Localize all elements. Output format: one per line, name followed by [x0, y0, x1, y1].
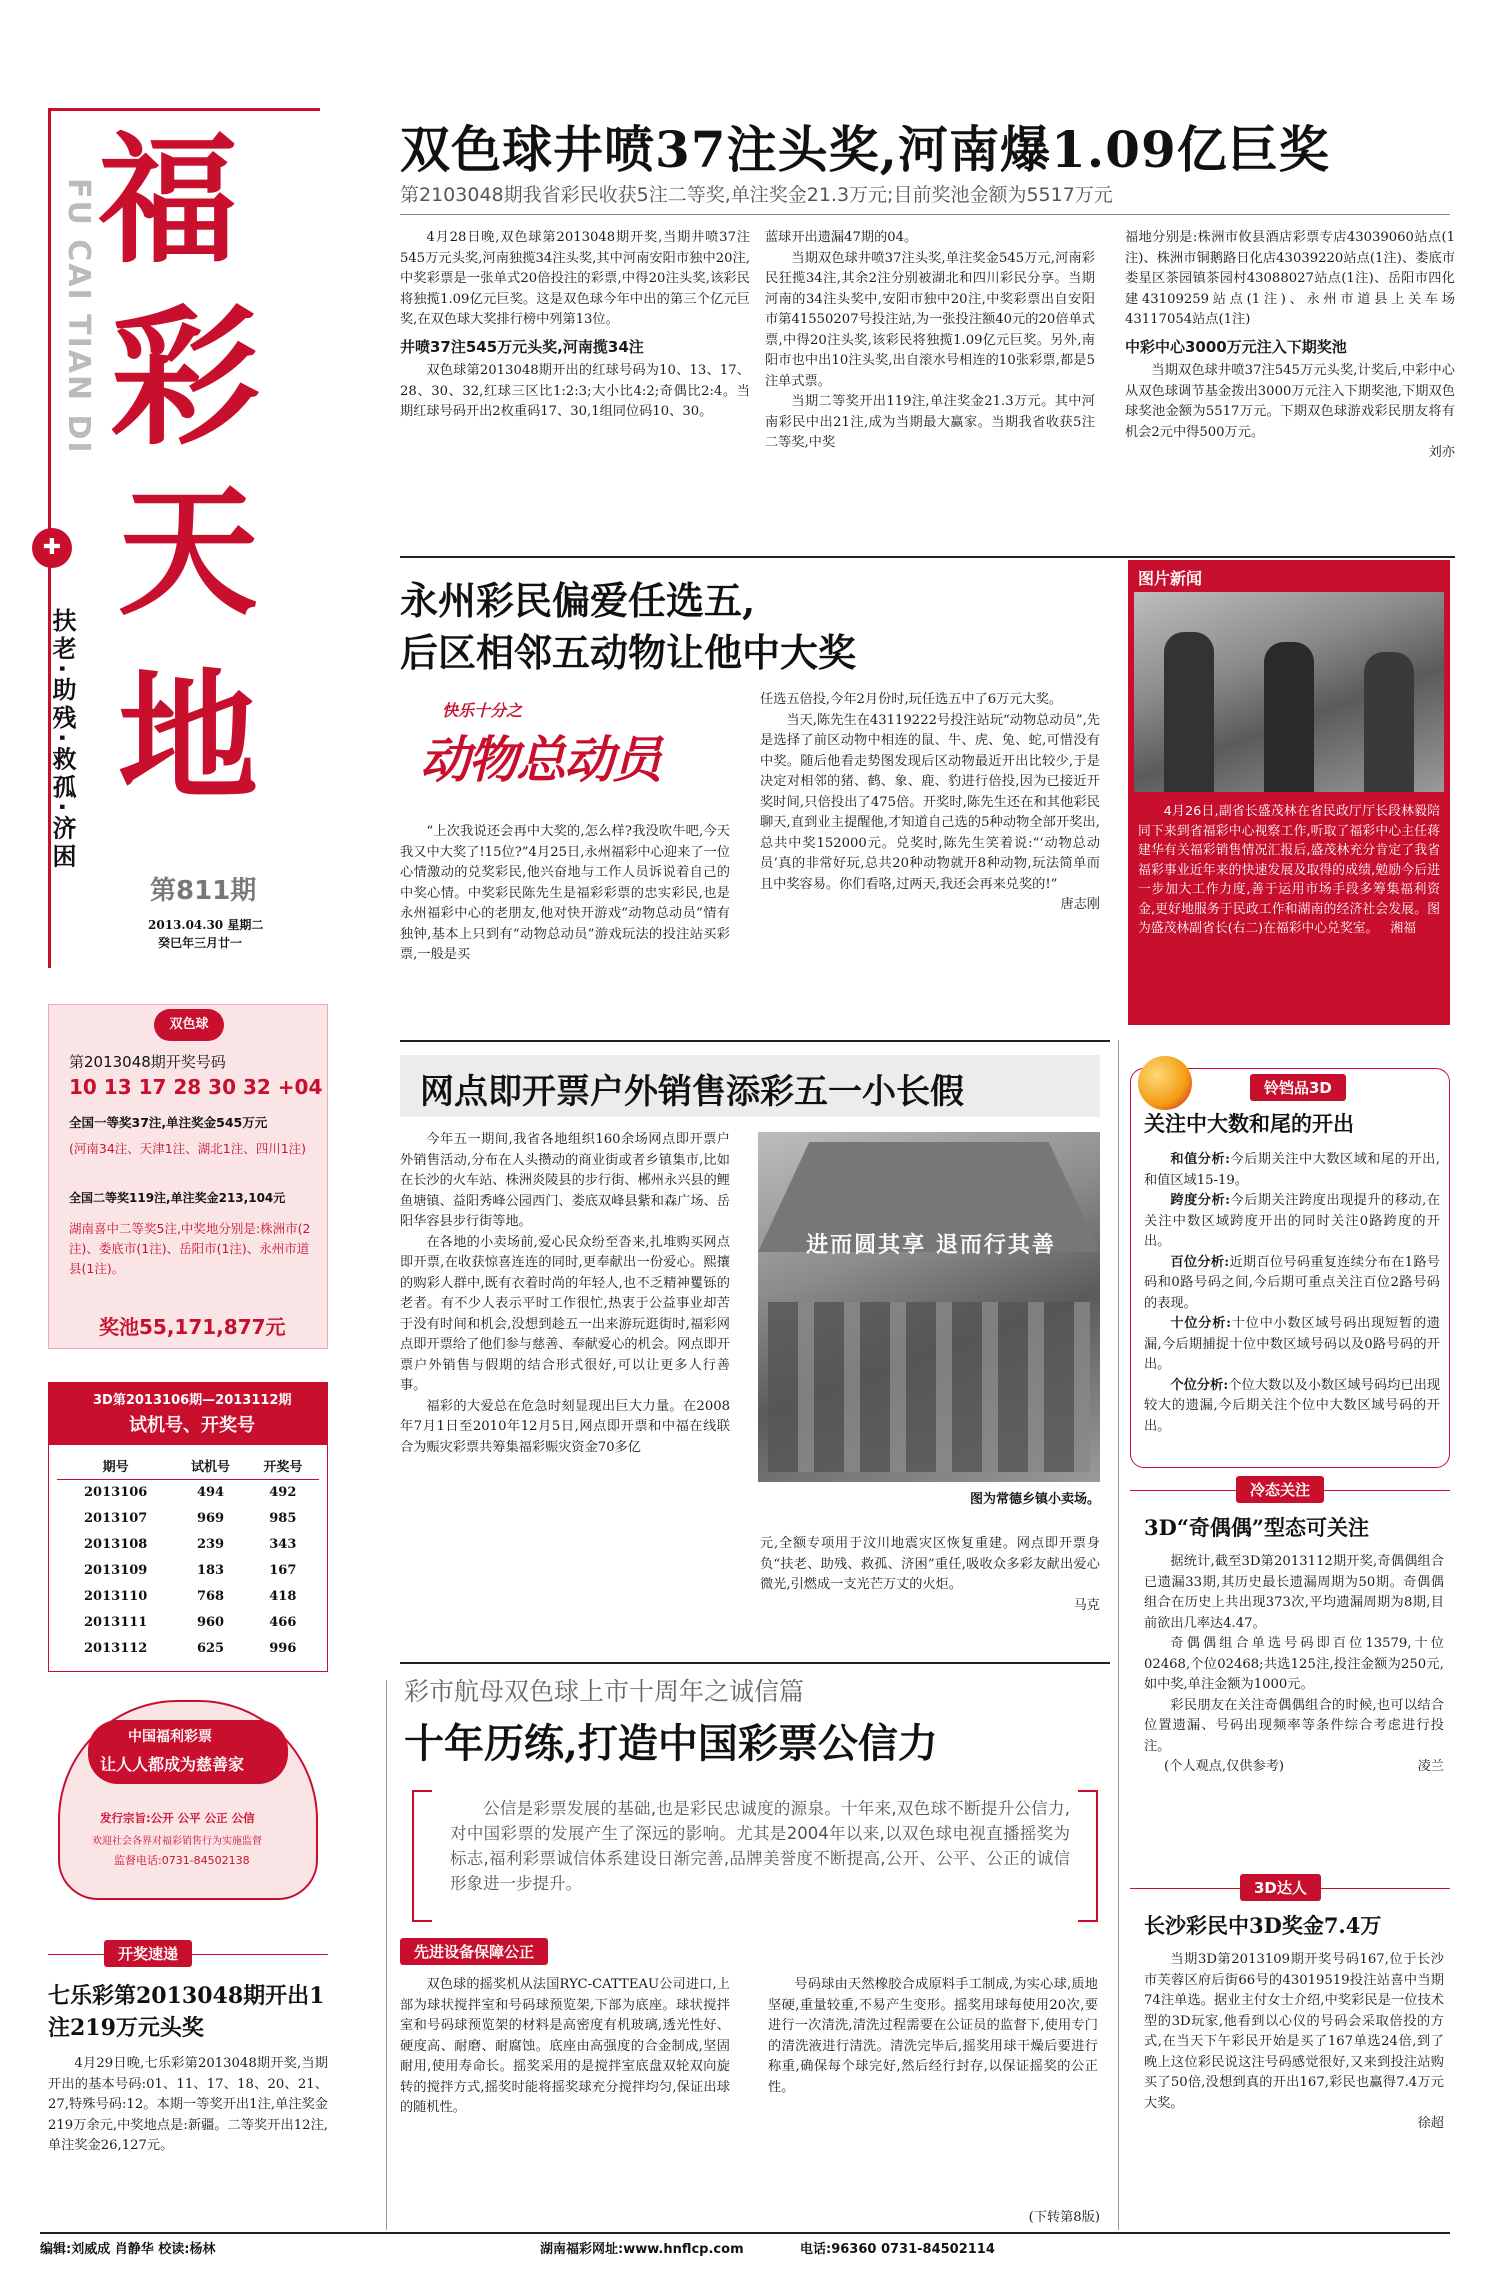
draw-second-prize: 全国二等奖119注,单注奖金213,104元 — [69, 1191, 286, 1205]
decade-column-2 — [768, 1975, 1098, 2098]
draw-hunan-detail: 湖南喜中二等奖5注,中奖地分别是:株洲市(2注)、娄底市(1注)、岳阳市(1注)、永州市道县(1注)。 — [69, 1221, 311, 1276]
cold-paragraph: 奇偶偶组合单选号码即百位13579,十位02468,个位02468;共选125注,投注金额为250元,如中奖,单注金额为1000元。 — [1144, 1636, 1444, 1692]
photo-news-caption-text: 4月26日,副省长盛茂林在省民政厅厅长段林毅陪同下来到省福彩中心视察工作,听取了福彩中心主任蒋建华有关福彩销售情况汇报后,盛茂林充分肯定了我省福彩事业近年来的快速发展及取得的成绩,勉励今后进一步加大工作力度,善于运用市场手段多筹集福利资金,更好地服务于民政工作和湖南的经济社会发展。图为盛茂林副省长(右二)在福彩中心兑奖室。 — [1138, 804, 1440, 936]
decade-column-1 — [400, 1975, 730, 2119]
hot3d-headline: 关注中大数和尾的开出 — [1144, 1111, 1354, 1136]
welfare-ad-purpose: 发行宗旨:公开 公平 公正 公信 — [100, 1811, 255, 1825]
trial-issue: 2013109 — [84, 1562, 148, 1578]
footer-rule — [40, 2232, 1450, 2234]
trial-col-header: 期号 — [57, 1453, 174, 1479]
table-row — [57, 1583, 319, 1609]
trial-test: 239 — [196, 1536, 225, 1552]
yongzhou-paragraph: 当天,陈先生在43119222号投注站玩“动物总动员”,先是选择了前区动物中相连的鼠、牛、虎、兔、蛇,可惜没有中奖。随后他看走势图发现后区动物最近开出比较少,于是决定对相邻的猪、鹤、象、鹿、豹进行倍投,因为已接近开奖时间,只倍投出了475倍。开奖时,陈先生还在和其他彩民聊天,直到业主提醒他,才知道自己选的5种动物全部开奖出,总共中奖152000元。兑奖时,陈先生笑着说:“‘动物总动员’真的非常好玩,总共20种动物就开8种动物,玩法简单而且中奖容易。你们看咯,过两天,我还会再来兑奖的!” — [760, 712, 1100, 892]
trial-test: 183 — [196, 1562, 225, 1578]
trial-table-wrap — [57, 1453, 319, 1661]
yongzhou-headline-1: 永州彩民偏爱任选五, — [400, 578, 756, 623]
welfare-ad-line: 欢迎社会各界对福彩销售行为实施监督 — [92, 1836, 262, 1847]
draw-numbers: 10 13 17 28 30 32 +04 — [69, 1075, 323, 1099]
hot3d-badge-icon — [1138, 1056, 1192, 1110]
section-rule — [400, 556, 1455, 558]
masthead-char-3: 天 — [118, 471, 259, 635]
lead-column-3 — [1125, 228, 1455, 464]
masthead-char-4: 地 — [118, 656, 259, 820]
trial-table — [57, 1453, 319, 1661]
trial-test: 625 — [196, 1640, 225, 1656]
hot3d-item-key: 跨度分析: — [1170, 1193, 1231, 1208]
hot3d-item — [1144, 1314, 1440, 1376]
hot3d-item-value: 今后期关注中大数区域和尾的开出,和值区域15-19。 — [1144, 1152, 1440, 1188]
qlc-tag — [104, 1940, 192, 1967]
cold-paragraph: 彩民朋友在关注奇偶偶组合的时候,也可以结合位置遗漏、号码出现频率等条件综合考虑进行投注。 — [1144, 1697, 1444, 1754]
draw-title: 第2013048期开奖号码 — [69, 1053, 226, 1071]
master3d-author: 徐超 — [1417, 2116, 1444, 2131]
master3d-paragraph: 当期3D第2013109期开奖号码167,位于长沙市芙蓉区府后街66号的43019519投注站喜中当期74注单选。据业主付女士介绍,中奖彩民是一位技术型的3D玩家,他看到以心仪的号码会采取倍投的方式,在当天下午彩民开始是买了167单选24倍,到了晚上这位彩民说这注号码感觉很好,又来到投注站购买了50倍,没想到真的开出167,彩民也赢得7.4万元大奖。 — [1144, 1952, 1444, 2111]
cold-note: (个人观点,仅供参考) — [1164, 1759, 1284, 1774]
hot3d-item-key: 个位分析: — [1170, 1377, 1229, 1393]
hot3d-item — [1144, 1376, 1440, 1438]
yongzhou-column-2 — [760, 690, 1100, 916]
cold-headline: 3D“奇偶偶”型态可关注 — [1144, 1515, 1369, 1540]
photo-news-label: 图片新闻 — [1138, 569, 1203, 588]
lead-author: 刘亦 — [1428, 445, 1455, 460]
lead-headline: 双色球井喷37注头奖,河南爆1.09亿巨奖 — [400, 120, 1330, 179]
cold-body — [1144, 1552, 1444, 1778]
issue-number: 第811期 — [150, 876, 257, 906]
lead-paragraph: 当期双色球井喷37注头奖,单注奖金545万元,河南彩民狂揽34注,其余2注分别被湖北和四川彩民分享。当期河南的34注头奖中,安阳市独中20注,中奖彩票出自安阳市第41550207号投注站,为一张投注额40元的20倍单式票,中得20注头奖,该彩民将独揽1.09亿元巨奖。另外,南阳市也中出10注头奖,出自滚水号相连的10张彩票,都是5注单式票。 — [765, 250, 1095, 389]
decade-intro: 公信是彩票发展的基础,也是彩民忠诚度的源泉。十年来,双色球不断提升公信力,对中国彩票的发展产生了深远的影响。尤其是2004年以来,以双色球电视直播摇奖为标志,福利彩票诚信体系建设日渐完善,品牌美誉度不断提高,公开、公平、公正的诚信形象进一步提升。 — [450, 1799, 1070, 1893]
jackpot — [99, 1311, 286, 1340]
yongzhou-paragraph: “上次我说还会再中大奖的,怎么样?我没吹牛吧,今天我又中大奖了!15位?”4月25日,永州福彩中心迎来了一位心情激动的兑奖彩民,他兴奋地与工作人员诉说着自己的中奖心情。中奖彩民陈先生是福彩彩票的忠实彩民,也是永州福彩中心的老朋友,他对快开游戏“动物总动员”情有独钟,基本上只到有“动物总动员”游戏玩法的投注站买彩票,一般是买 — [400, 824, 730, 962]
trial-test: 969 — [196, 1510, 225, 1526]
lead-paragraph: 福地分别是:株洲市攸县酒店彩票专店43039060站点(1注)、株洲市铜鹅路日化店43039220站点(1注)、娄底市娄星区茶园镇茶园村43088027站点(1注)、岳阳市四化建43109259站点(1注)、永州市道县上关车场43117054站点(1注) — [1125, 230, 1455, 327]
masthead-char-1: 福 — [98, 119, 239, 283]
issue-lunar: 癸巳年三月廿一 — [158, 936, 243, 950]
lead-paragraph: 双色球第2013048期开出的红球号码为10、13、17、28、30、32,红球三区比1:2:3;大小比4:2;奇偶比2:4。当期红球号码开出2枚重码17、30,1组同位码10、30。 — [400, 363, 750, 419]
trial-issue: 2013106 — [84, 1484, 148, 1500]
hot3d-item-key: 和值分析: — [1170, 1152, 1231, 1167]
master3d-tag-label: 3D达人 — [1240, 1874, 1321, 1901]
qlc-headline: 七乐彩第2013048期开出1注219万元头奖 — [48, 1983, 325, 2041]
lead-paragraph: 4月28日晚,双色球第2013048期开奖,当期井喷37注545万元头奖,河南独揽34注头奖,其中河南安阳市独中20注,中奖彩票是一张单式20倍投注的彩票,中得20注头奖,该彩民将独揽1.09亿元巨奖。这是双色球今年中出的第三个亿元巨奖,在双色球大奖排行榜中列第13位。 — [400, 230, 750, 327]
hot3d-item-value: 个位大数以及小数区域号码均已出现较大的遗漏,今后期关注个位中大数区域号码的开出。 — [1144, 1377, 1441, 1434]
decade-continued: (下转第8版) — [1028, 2210, 1100, 2225]
yongzhou-column-1 — [400, 822, 730, 966]
hot3d-item-value: 近期百位号码重复连续分布在1路号码和0路号码之间,今后期可重点关注百位2路号码的表现。 — [1144, 1254, 1440, 1311]
cold-author: 凌兰 — [1417, 1759, 1444, 1774]
trial-draw: 996 — [269, 1640, 297, 1656]
trial-col-header: 试机号 — [174, 1453, 246, 1479]
photo-news-box — [1128, 560, 1450, 1025]
decade-paragraph: 双色球的摇奖机从法国RYC-CATTEAU公司进口,上部为球状搅拌室和号码球预览架,下部为底座。球状搅拌室和号码球预览架的材料是高密度有机玻璃,透光性好、硬度高、耐磨、耐腐蚀。底座由高强度的合金制成,坚固耐用,使用寿命长。摇奖采用的是搅拌室底盘双轮双向旋转的搅拌方式,摇奖时能将摇奖球充分搅拌均匀,保证出球的随机性。 — [400, 1977, 730, 2115]
decade-headline: 十年历练,打造中国彩票公信力 — [404, 1720, 938, 1767]
outdoor-paragraph: 在各地的小卖场前,爱心民众纷至沓来,扎堆购买网点即开票,在收获惊喜连连的同时,更奉献出一份爱心。熙攘的购彩人群中,既有衣着时尚的年轻人,也不乏精神矍铄的老者。有不少人表示平时工作很忙,热衷于公益事业却苦于没有时间和机会,没想到趁五一出来游玩逛街时,福彩网点即开票给了他们参与慈善、奉献爱心的机会。网点即开票户外销售与假期的结合形式很好,可以让更多人行善事。 — [400, 1234, 730, 1393]
photo-news-image — [1134, 592, 1444, 792]
photo-news-caption — [1138, 802, 1440, 939]
lead-subhead: 第2103048期我省彩民收获5注二等奖,单注奖金21.3万元;目前奖池金额为5517万元 — [400, 184, 1113, 206]
hot3d-item-key: 百位分析: — [1170, 1254, 1230, 1270]
draw-first-prize-detail: (河南34注、天津1注、湖北1注、四川1注) — [69, 1141, 307, 1156]
table-row — [57, 1635, 319, 1661]
hot3d-tag-label: 铃铛品3D — [1250, 1074, 1346, 1101]
yongzhou-headline-2: 后区相邻五动物让他中大奖 — [400, 630, 857, 675]
table-row — [57, 1557, 319, 1583]
welfare-ad-slogan: 让人人都成为慈善家 — [100, 1755, 245, 1774]
welfare-ad — [48, 1700, 328, 1910]
hot3d-items — [1144, 1150, 1440, 1437]
trial-title-2: 试机号、开奖号 — [129, 1415, 255, 1436]
jackpot-value: 55,171,877元 — [139, 1315, 286, 1339]
qlc-body — [48, 2054, 328, 2157]
decade-section-tag — [400, 1938, 548, 1965]
hot3d-item-value: 十位中小数区域号码出现短暂的遗漏,今后期捕捉十位中数区域号码以及0路号码的开出。 — [1144, 1316, 1440, 1372]
masthead-slogan: 扶老·助残·救孤·济困 — [48, 608, 76, 872]
decade-kicker: 彩市航母双色球上市十周年之诚信篇 — [404, 1677, 805, 1706]
hot3d-item-value: 今后期关注跨度出现提升的移动,在关注中数区域跨度开出的同时关注0路跨度的开出。 — [1144, 1193, 1440, 1249]
animal-game-logo-small: 快乐十分之 — [442, 701, 523, 720]
outdoor-paragraph: 元,全额专项用于汶川地震灾区恢复重建。网点即开票身负“扶老、助残、救孤、济困”重任,吸收众多彩友献出爱心微光,引燃成一支光芒万丈的火炬。 — [760, 1536, 1100, 1592]
jackpot-label: 奖池 — [99, 1315, 139, 1339]
decade-paragraph: 号码球由天然橡胶合成原料手工制成,为实心球,质地坚硬,重量较重,不易产生变形。摇奖用球每使用20次,要进行一次清洗,清洗过程需要在公证员的监督下,使用专门的清洗液进行清洗。清洗完毕后,摇奖用球干燥后要进行称重,确保每个球完好,然后经行封存,以保证摇奖的公正性。 — [768, 1977, 1098, 2095]
cold-footer — [1144, 1757, 1444, 1778]
trial-draw: 985 — [269, 1510, 297, 1526]
decade-intro-frame — [412, 1790, 432, 1922]
animal-game-logo-big: 动物总动员 — [420, 730, 660, 789]
trial-title-1: 3D第2013106期—2013112期 — [93, 1393, 292, 1408]
outdoor-author: 马克 — [1073, 1597, 1100, 1613]
ssq-logo: 双色球 — [154, 1009, 224, 1041]
column-divider — [386, 1680, 387, 2230]
trial-issue: 2013112 — [84, 1640, 148, 1656]
trial-draw: 492 — [269, 1484, 297, 1500]
lead-column-1 — [400, 228, 750, 423]
trial-test: 494 — [196, 1484, 225, 1500]
outdoor-photo — [758, 1132, 1100, 1482]
outdoor-banner-text: 进而圆其享 退而行其善 — [806, 1232, 1056, 1258]
trial-table-box — [48, 1382, 328, 1672]
trial-draw: 466 — [269, 1614, 297, 1630]
lead-column-2 — [765, 228, 1095, 454]
lead-paragraph: 当期二等奖开出119注,单注奖金21.3万元。其中河南彩民中出21注,成为当期最大赢家。当期我省收获5注二等奖,中奖 — [765, 394, 1095, 450]
table-row — [57, 1609, 319, 1635]
trial-issue: 2013108 — [84, 1536, 148, 1552]
trial-draw: 343 — [269, 1536, 297, 1552]
table-row — [57, 1505, 319, 1531]
master3d-tag — [1240, 1874, 1321, 1901]
qlc-paragraph: 4月29日晚,七乐彩第2013048期开奖,当期开出的基本号码:01、11、17、18、20、21、27,特殊号码:12。本期一等奖开出1注,单注奖金219万余元,中奖地点是:新疆。二等奖开出12注,单注奖金26,127元。 — [48, 2056, 328, 2153]
cold-tag-label: 冷态关注 — [1236, 1476, 1324, 1503]
footer-editors: 编辑:刘威成 肖静华 校读:杨林 — [40, 2242, 216, 2257]
trial-test: 960 — [196, 1614, 225, 1630]
footer-site: 湖南福彩网址:www.hnflcp.com — [540, 2242, 744, 2257]
outdoor-paragraph: 福彩的大爱总在危急时刻显现出巨大力量。在2008年7月1日至2010年12月5日,网点即开票和中福在线联合为赈灾彩票共筹集福彩赈灾资金70多亿 — [400, 1398, 730, 1455]
yongzhou-paragraph: 任选五倍投,今年2月份时,玩任选五中了6万元大奖。 — [760, 692, 1063, 707]
masthead — [40, 108, 330, 978]
lead-paragraph: 当期双色球井喷37注545万元头奖,计奖后,中彩中心从双色球调节基金拨出3000万元注入下期奖池,下期双色球奖池金额为5517万元。下期双色球游戏彩民朋友将有机会2元中得500万元。 — [1125, 363, 1455, 440]
welfare-ad-phone: 监督电话:0731-84502138 — [114, 1854, 250, 1867]
masthead-char-2: 彩 — [110, 290, 261, 466]
column-divider — [1118, 1040, 1119, 2230]
outdoor-column-2 — [760, 1534, 1100, 1616]
lead-subheading: 井喷37注545万元头奖,河南揽34注 — [400, 337, 644, 356]
hot3d-tag — [1250, 1074, 1346, 1101]
lead-rule — [400, 214, 1450, 215]
section-rule — [400, 1040, 1110, 1042]
cold-tag — [1236, 1476, 1324, 1503]
decade-intro-frame — [1078, 1790, 1098, 1922]
outdoor-column-1 — [400, 1130, 730, 1458]
trial-test: 768 — [196, 1588, 225, 1604]
yongzhou-author: 唐志刚 — [1060, 897, 1100, 912]
trial-issue: 2013111 — [84, 1614, 148, 1630]
hot3d-item — [1144, 1253, 1440, 1315]
outdoor-paragraph: 今年五一期间,我省各地组织160余场网点即开票户外销售活动,分布在人头攒动的商业街或者乡镇集市,比如在长沙的火车站、株洲炎陵县的步行街、郴州永兴县的鲤鱼塘镇、益阳秀峰公园西门、娄底双峰县紫和森广场、岳阳华容县步行街等地。 — [400, 1132, 730, 1229]
trial-col-header: 开奖号 — [247, 1453, 319, 1479]
issue-date: 2013.04.30 星期二 — [148, 918, 264, 932]
draw-result-box — [48, 1004, 328, 1349]
hot3d-item — [1144, 1191, 1440, 1253]
footer-phone: 电话:96360 0731-84502114 — [800, 2242, 995, 2257]
outdoor-photo-caption: 图为常德乡镇小卖场。 — [969, 1492, 1100, 1507]
welfare-ad-brand: 中国福利彩票 — [128, 1729, 212, 1745]
table-row — [57, 1479, 319, 1505]
animal-game-logo — [400, 690, 730, 810]
qlc-tag-label: 开奖速递 — [104, 1940, 192, 1967]
welfare-logo-icon: ✚ — [32, 528, 72, 568]
decade-section-tag-label: 先进设备保障公正 — [400, 1938, 548, 1965]
lead-subheading: 中彩中心3000万元注入下期奖池 — [1125, 337, 1347, 356]
lead-paragraph: 蓝球开出遗漏47期的04。 — [765, 230, 918, 245]
master3d-body — [1144, 1950, 1444, 2135]
trial-draw: 418 — [269, 1588, 297, 1604]
section-rule — [400, 1662, 1110, 1664]
draw-first-prize: 全国一等奖37注,单注奖金545万元 — [69, 1115, 268, 1130]
table-row — [57, 1531, 319, 1557]
master3d-headline: 长沙彩民中3D奖金7.4万 — [1144, 1913, 1382, 1938]
hot3d-item-key: 十位分析: — [1170, 1316, 1231, 1331]
cold-paragraph: 据统计,截至3D第2013112期开奖,奇偶偶组合已遗漏33期,其历史最长遗漏周期为50期。奇偶偶组合在历史上共出现373次,平均遗漏周期为8期,目前欲出几率达4.47。 — [1144, 1554, 1444, 1631]
photo-news-author: 湘福 — [1390, 921, 1417, 936]
masthead-pinyin: FU CAI TIAN DI — [61, 178, 96, 455]
hot3d-item — [1144, 1150, 1440, 1191]
trial-issue: 2013107 — [84, 1510, 148, 1526]
trial-draw: 167 — [269, 1562, 297, 1578]
trial-issue: 2013110 — [84, 1588, 148, 1604]
outdoor-headline: 网点即开票户外销售添彩五一小长假 — [420, 1072, 964, 1112]
